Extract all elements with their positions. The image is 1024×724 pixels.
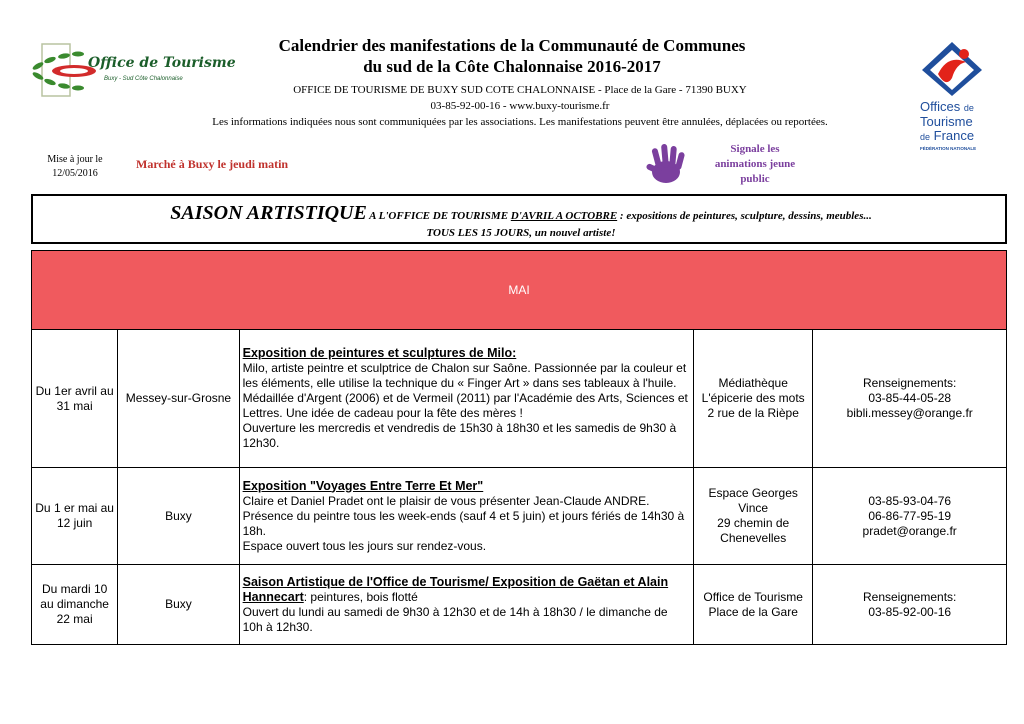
table-row (32, 565, 1007, 645)
event-title-rest: : peintures, bois flotté (303, 589, 418, 604)
event-title: Exposition de peintures et sculptures de Milo: (242, 346, 517, 360)
event-info: Renseignements: 03-85-92-00-16 (813, 565, 1007, 645)
event-text: Milo, artiste peintre et sculptrice de Chalon sur Saône. Passionnée par la couleur et les éléments, elle utilise la technique du « Finger Art » dans ses tableaux à l'huile. Médaillée d'Argent (2006) et de Vermeil (2011) par l'Académie des Arts, Sciences et Lettres. Une idée de cadeau pour la fête des mères ! (242, 361, 688, 420)
disclaimer-text: Les informations indiquées nous sont communiquées par les associations. Les manifestations peuvent être annulées, déplacées ou reportées. (212, 116, 828, 128)
event-info: 03-85-93-04-76 06-86-77-95-19 pradet@orange.fr (813, 468, 1007, 565)
update-date: Mise à jour le 12/05/2016 (47, 154, 103, 179)
event-title: Saison Artistique de l'Office de Tourisme/ Exposition de Gaëtan et Alain Hannecart (242, 574, 669, 604)
office-address: OFFICE DE TOURISME DE BUXY SUD COTE CHALONNAISE - Place de la Gare - 71390 BUXY (293, 84, 747, 96)
otf-emblem-icon (918, 40, 986, 98)
event-place: Buxy (118, 565, 239, 645)
table-row (32, 330, 1007, 468)
month-header: MAI (32, 251, 1007, 330)
event-text: Claire et Daniel Pradet ont le plaisir de vous présenter Jean-Claude ANDRE. Présence du peintre tous les week-ends (sauf 4 et 5 juin) et jours fériés de 14h30 à 18h. (242, 493, 685, 538)
table-row (32, 468, 1007, 565)
event-text: Ouvert du lundi au samedi de 9h30 à 12h30 et de 14h à 18h30 / le dimanche de 10h à 12h30. (242, 604, 668, 634)
event-hours: Ouverture les mercredis et vendredis de 15h30 à 18h30 et les samedis de 9h30 à 12h30. (242, 421, 677, 450)
youth-events-notice: Signale les animations jeune public (714, 143, 796, 185)
event-title: Exposition "Voyages Entre Terre Et Mer" (242, 478, 484, 493)
event-info: Renseignements: 03-85-44-05-28 bibli.messey@orange.fr (813, 330, 1007, 468)
logo-subtitle-text: Buxy - Sud Côte Chalonnaise (104, 76, 183, 82)
event-description (239, 468, 693, 565)
month-row (32, 251, 1007, 330)
otf-tagline: FÉDÉRATION NATIONALE (920, 146, 977, 151)
event-date: Du 1er avril au 31 mai (32, 330, 118, 468)
event-date: Du 1 er mai au 12 juin (32, 468, 118, 565)
event-venue: Espace Georges Vince 29 chemin de Chenevelles (694, 468, 813, 565)
purple-hand-icon (644, 140, 694, 188)
event-hours: Espace ouvert tous les jours sur rendez-vous. (242, 538, 487, 553)
logo-brand-text: Office de Tourisme (88, 55, 236, 71)
office-contact: 03-85-92-00-16 - www.buxy-tourisme.fr (430, 100, 610, 112)
event-place: Messey-sur-Grosne (118, 330, 239, 468)
page-title-line2: du sud de la Côte Chalonnaise 2016-2017 (363, 57, 661, 76)
page-title-line1: Calendrier des manifestations de la Communauté de Communes (278, 36, 746, 55)
event-place: Buxy (118, 468, 239, 565)
event-description (239, 330, 693, 468)
offices-tourisme-france-logo (918, 40, 986, 155)
banner-line1: SAISON ARTISTIQUE A L'OFFICE DE TOURISME D'AVRIL A OCTOBRE : expositions de peintures, sculpture, dessins, meubles... (170, 202, 872, 224)
market-notice: Marché à Buxy le jeudi matin (136, 157, 289, 171)
event-venue: Médiathèque L'épicerie des mots 2 rue de la Rièpe (694, 330, 813, 468)
saison-artistique-banner (31, 194, 1007, 244)
event-venue: Office de Tourisme Place de la Gare (694, 565, 813, 645)
events-table (31, 250, 1007, 645)
event-date: Du mardi 10 au dimanche 22 mai (32, 565, 118, 645)
banner-line2: TOUS LES 15 JOURS, un nouvel artiste! (426, 227, 616, 239)
event-description (239, 565, 693, 645)
otf-text: Offices de Tourisme de France (920, 99, 975, 143)
